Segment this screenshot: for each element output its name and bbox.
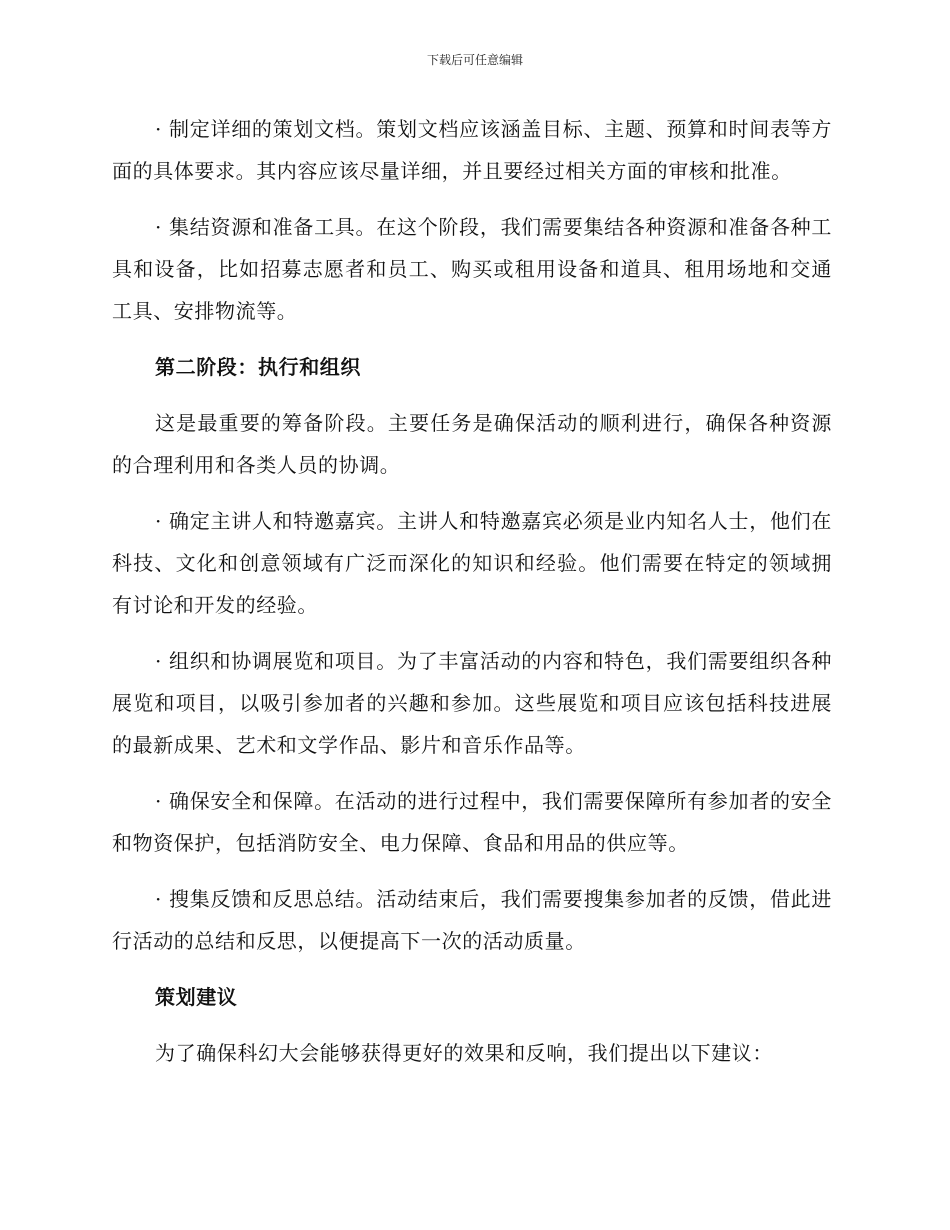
document-body: [112, 108, 832, 1088]
bullet-paragraph-safety: · 确保安全和保障。在活动的进行过程中，我们需要保障所有参加者的安全和物资保护，包括消防安全、电力保障、食品和用品的供应等。: [112, 789, 832, 855]
bullet-paragraph-gather-resources: · 集结资源和准备工具。在这个阶段，我们需要集结各种资源和准备各种工具和设备，比如招募志愿者和员工、购买或租用设备和道具、租用场地和交通工具、安排物流等。: [112, 215, 832, 323]
bullet-paragraph-exhibitions: · 组织和协调展览和项目。为了丰富活动的内容和特色，我们需要组织各种展览和项目，以吸引参加者的兴趣和参加。这些展览和项目应该包括科技进展的最新成果、艺术和文学作品、影片和音乐作品等。: [112, 649, 832, 757]
bullet-paragraph-speakers: · 确定主讲人和特邀嘉宾。主讲人和特邀嘉宾必须是业内知名人士，他们在科技、文化和创意领域有广泛而深化的知识和经验。他们需要在特定的领域拥有讨论和开发的经验。: [112, 509, 832, 617]
section-heading-stage-two: 第二阶段：执行和组织: [155, 355, 361, 379]
paragraph-suggestions-intro: 为了确保科幻大会能够获得更好的效果和反响，我们提出以下建议：: [155, 1041, 773, 1065]
section-heading-suggestions: 策划建议: [155, 985, 238, 1009]
page-header: 下载后可任意编辑: [426, 53, 523, 67]
paragraph-stage-two-intro: 这是最重要的筹备阶段。主要任务是确保活动的顺利进行，确保各种资源的合理利用和各类人员的协调。: [112, 411, 832, 477]
bullet-paragraph-planning-document: · 制定详细的策划文档。策划文档应该涵盖目标、主题、预算和时间表等方面的具体要求。其内容应该尽量详细，并且要经过相关方面的审核和批准。: [112, 117, 832, 183]
bullet-paragraph-feedback: · 搜集反馈和反思总结。活动结束后，我们需要搜集参加者的反馈，借此进行活动的总结和反思，以便提高下一次的活动质量。: [112, 887, 832, 953]
